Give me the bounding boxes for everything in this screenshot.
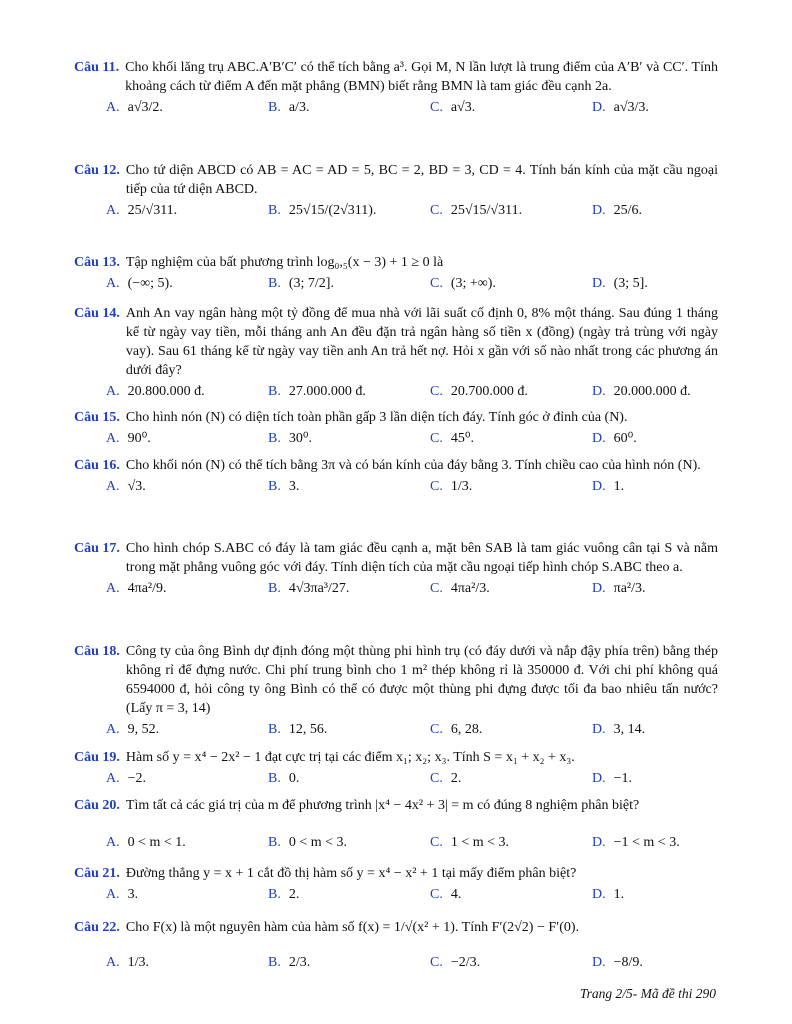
question-15 — [74, 408, 718, 449]
question-number: Câu 18. — [74, 644, 120, 659]
option-a[interactable]: A. 9, 52. — [106, 722, 160, 737]
option-c[interactable]: C. 20.700.000 đ. — [430, 384, 528, 399]
option-d[interactable]: D. −1. — [592, 771, 633, 786]
options-row — [74, 885, 718, 905]
question-text: Cho F(x) là một nguyên hàm của hàm số f(x) = 1/√(x² + 1). Tính F′(2√2) − F′(0). — [125, 920, 580, 935]
option-a[interactable]: A. 25/√311. — [106, 203, 178, 218]
options-row — [74, 274, 718, 294]
option-d[interactable]: D. 20.000.000 đ. — [592, 384, 691, 399]
options-row — [74, 429, 718, 449]
option-d[interactable]: D. 60⁰. — [592, 431, 637, 446]
option-d[interactable]: D. −1 < m < 3. — [592, 835, 680, 850]
option-b[interactable]: B. 27.000.000 đ. — [268, 384, 366, 399]
question-text: Tập nghiệm của bất phương trình log₀,₅(x − 3) + 1 ≥ 0 là — [125, 255, 444, 270]
options-row — [74, 98, 718, 132]
option-a[interactable]: A. 1/3. — [106, 955, 150, 970]
option-c[interactable]: C. (3; +∞). — [430, 276, 496, 291]
option-b[interactable]: B. 0 < m < 3. — [268, 835, 348, 850]
question-number: Câu 12. — [74, 163, 120, 178]
question-number: Câu 20. — [74, 798, 120, 813]
options-row — [74, 833, 718, 853]
question-16 — [74, 456, 718, 511]
option-c[interactable]: C. 6, 28. — [430, 722, 483, 737]
question-number: Câu 14. — [74, 306, 120, 321]
option-a[interactable]: A. 4πa²/9. — [106, 581, 167, 596]
question-number: Câu 21. — [74, 866, 120, 881]
option-c[interactable]: C. 1 < m < 3. — [430, 835, 510, 850]
option-d[interactable]: D. 25/6. — [592, 203, 643, 218]
option-c[interactable]: C. 4. — [430, 887, 462, 902]
question-text: Cho hình nón (N) có diện tích toàn phần gấp 3 lần diện tích đáy. Tính góc ở đỉnh của (N). — [125, 410, 628, 425]
option-d[interactable]: D. πa²/3. — [592, 581, 646, 596]
question-18 — [74, 642, 718, 740]
option-b[interactable]: B. 2/3. — [268, 955, 311, 970]
option-a[interactable]: A. 90⁰. — [106, 431, 151, 446]
option-d[interactable]: D. −8/9. — [592, 955, 643, 970]
question-17 — [74, 539, 718, 613]
option-b[interactable]: B. 30⁰. — [268, 431, 312, 446]
option-a[interactable]: A. √3. — [106, 479, 146, 494]
question-text: Công ty của ông Bình dự định đóng một thùng phi hình trụ (có đáy dưới và nắp đậy phía trên) bằng thép không rỉ để đựng nước. Chi phí trung bình cho 1 m² thép không rỉ là 350000 đ. Với chi phí không quá 6594000 đ, hỏi công ty ông Bình có thể có được một thùng phi đựng được tối đa bao nhiêu tấn nước? (Lấy π = 3, 14) — [125, 644, 718, 716]
option-d[interactable]: D. 3, 14. — [592, 722, 646, 737]
question-text: Anh An vay ngân hàng một tỷ đồng để mua nhà với lãi suất cố định 0, 8% một tháng. Sau đúng 1 tháng kể từ ngày vay tiền, mỗi tháng anh An đều đặn trả ngân hàng số tiền x (đồng) (ngày trả trùng với ngày vay). Sau 61 tháng kể từ ngày vay tiền anh An trả hết nợ. Hỏi x gần với số nào nhất trong các phương án dưới đây? — [125, 306, 718, 378]
options-row — [74, 477, 718, 511]
question-20 — [74, 796, 718, 853]
question-number: Câu 22. — [74, 920, 120, 935]
option-b[interactable]: B. 25√15/(2√311). — [268, 203, 377, 218]
options-row — [74, 201, 718, 235]
option-a[interactable]: A. a√3/2. — [106, 100, 163, 115]
question-21 — [74, 864, 718, 905]
option-a[interactable]: A. −2. — [106, 771, 147, 786]
option-d[interactable]: D. 1. — [592, 887, 625, 902]
option-d[interactable]: D. a√3/3. — [592, 100, 649, 115]
option-a[interactable]: A. (−∞; 5). — [106, 276, 173, 291]
option-c[interactable]: C. 4πa²/3. — [430, 581, 490, 596]
option-a[interactable]: A. 20.800.000 đ. — [106, 384, 205, 399]
question-11 — [74, 58, 718, 132]
question-text: Cho khối lăng trụ ABC.A′B′C′ có thể tích bằng a³. Gọi M, N lần lượt là trung điểm của A′B′ và CC′. Tính khoảng cách từ điểm A đến mặt phẳng (BMN) biết rằng BMN là tam giác đều cạnh 2a. — [125, 60, 718, 94]
question-number: Câu 13. — [74, 255, 120, 270]
question-text: Đường thẳng y = x + 1 cắt đồ thị hàm số y = x⁴ − x² + 1 tại mấy điểm phân biệt? — [125, 866, 577, 881]
question-text: Tìm tất cả các giá trị của m để phương trình |x⁴ − 4x² + 3| = m có đúng 8 nghiệm phân biệt? — [125, 798, 640, 813]
question-text: Hàm số y = x⁴ − 2x² − 1 đạt cực trị tại các điểm x₁; x₂; x₃. Tính S = x₁ + x₂ + x₃. — [125, 750, 575, 765]
option-b[interactable]: B. 12, 56. — [268, 722, 328, 737]
option-c[interactable]: C. 1/3. — [430, 479, 473, 494]
option-b[interactable]: B. 0. — [268, 771, 300, 786]
option-d[interactable]: D. 1. — [592, 479, 625, 494]
options-row — [74, 720, 718, 740]
options-row — [74, 579, 718, 613]
question-number: Câu 11. — [74, 60, 120, 75]
question-13 — [74, 253, 718, 294]
option-b[interactable]: B. 2. — [268, 887, 300, 902]
option-c[interactable]: C. −2/3. — [430, 955, 481, 970]
option-a[interactable]: A. 0 < m < 1. — [106, 835, 186, 850]
question-number: Câu 17. — [74, 541, 120, 556]
question-text: Cho tứ diện ABCD có AB = AC = AD = 5, BC = 2, BD = 3, CD = 4. Tính bán kính của mặt cầu ngoại tiếp của tứ diện ABCD. — [125, 163, 718, 197]
option-c[interactable]: C. 2. — [430, 771, 462, 786]
question-12 — [74, 161, 718, 235]
option-c[interactable]: C. a√3. — [430, 100, 476, 115]
option-a[interactable]: A. 3. — [106, 887, 139, 902]
page-footer: Trang 2/5- Mã đề thi 290 — [579, 986, 716, 1001]
options-row — [74, 382, 718, 402]
options-row — [74, 953, 718, 973]
option-b[interactable]: B. 3. — [268, 479, 300, 494]
question-text: Cho khối nón (N) có thể tích bằng 3π và có bán kính của đáy bằng 3. Tính chiều cao của hình nón (N). — [125, 458, 701, 473]
option-b[interactable]: B. a/3. — [268, 100, 310, 115]
option-c[interactable]: C. 45⁰. — [430, 431, 474, 446]
question-number: Câu 16. — [74, 458, 120, 473]
options-row — [74, 769, 718, 789]
question-19 — [74, 748, 718, 789]
question-14 — [74, 304, 718, 402]
question-number: Câu 15. — [74, 410, 120, 425]
question-22 — [74, 918, 718, 973]
option-b[interactable]: B. 4√3πa³/27. — [268, 581, 350, 596]
question-text: Cho hình chóp S.ABC có đáy là tam giác đều cạnh a, mặt bên SAB là tam giác vuông cân tại S và nằm trong mặt phẳng vuông góc với đáy. Tính diện tích của mặt cầu ngoại tiếp hình chóp S.ABC theo a. — [125, 541, 718, 575]
option-b[interactable]: B. (3; 7/2]. — [268, 276, 334, 291]
option-c[interactable]: C. 25√15/√311. — [430, 203, 523, 218]
question-number: Câu 19. — [74, 750, 120, 765]
option-d[interactable]: D. (3; 5]. — [592, 276, 648, 291]
